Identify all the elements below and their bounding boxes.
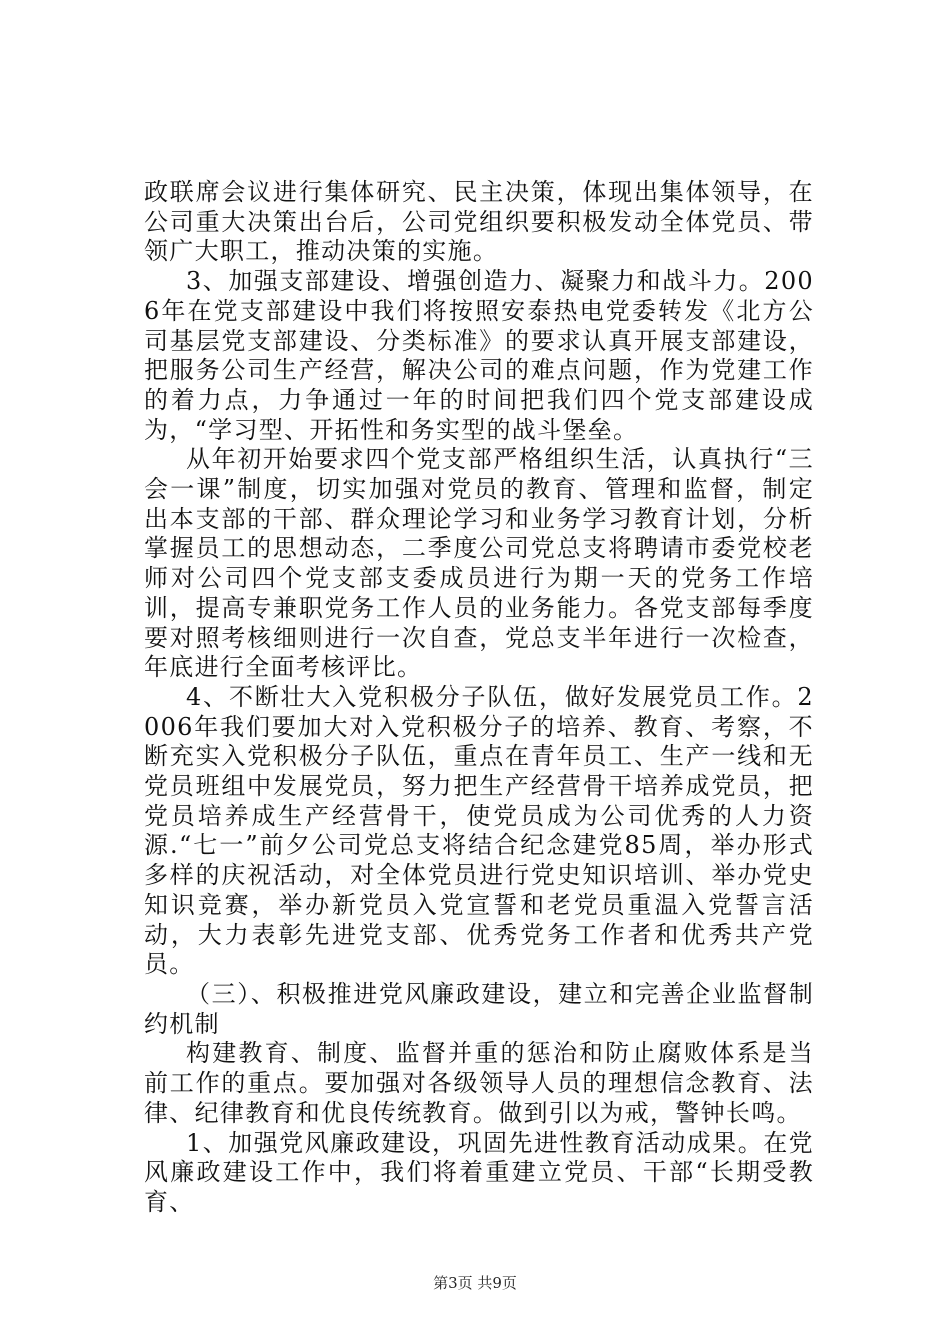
paragraph-clean-governance: 1、加强党风廉政建设，巩固先进性教育活动成果。在党风廉政建设工作中，我们将着重建立党员、干部“长期受教育、 — [144, 1128, 814, 1216]
document-body — [144, 178, 814, 1218]
section-heading-anti-corruption: （三）、积极推进党风廉政建设，建立和完善企业监督制约机制 — [144, 979, 814, 1038]
paragraph-member-development: 4、不断壮大入党积极分子队伍，做好发展党员工作。2006年我们要加大对入党积极分子的培养、教育、考察，不断充实入党积极分子队伍，重点在青年员工、生产一线和无党员班组中发展党员，努力把生产经营骨干培养成党员，把党员培养成生产经营骨干，使党员成为公司优秀的人力资源.“七一”前夕公司党总支将结合纪念建党85周，举办形式多样的庆祝活动，对全体党员进行党史知识培训、举办党史知识竞赛，举办新党员入党宣誓和老党员重温入党誓言活动，大力表彰先进党支部、优秀党务工作者和优秀共产党员。 — [144, 682, 814, 979]
page-number-footer: 第3页 共9页 — [433, 1274, 517, 1292]
paragraph-organization-life: 从年初开始要求四个党支部严格组织生活，认真执行“三会一课”制度，切实加强对党员的教育、管理和监督，制定出本支部的干部、群众理论学习和业务学习教育计划，分析掌握员工的思想动态，二季度公司党总支将聘请市委党校老师对公司四个党支部支委成员进行为期一天的党务工作培训，提高专兼职党务工作人员的业务能力。各党支部每季度要对照考核细则进行一次自查，党总支半年进行一次检查，年底进行全面考核评比。 — [144, 445, 814, 682]
paragraph-continuation: 政联席会议进行集体研究、民主决策，体现出集体领导，在公司重大决策出台后，公司党组织要积极发动全体党员、带领广大职工，推动决策的实施。 — [144, 178, 814, 266]
paragraph-anti-corruption-system: 构建教育、制度、监督并重的惩治和防止腐败体系是当前工作的重点。要加强对各级领导人员的理想信念教育、法律、纪律教育和优良传统教育。做到引以为戒，警钟长鸣。 — [144, 1039, 814, 1127]
paragraph-branch-building: 3、加强支部建设、增强创造力、凝聚力和战斗力。2006年在党支部建设中我们将按照安泰热电党委转发《北方公司基层党支部建设、分类标准》的要求认真开展支部建设，把服务公司生产经营，解决公司的难点问题，作为党建工作的着力点，力争通过一年的时间把我们四个党支部建设成为，“学习型、开拓性和务实型的战斗堡垒。 — [144, 267, 814, 444]
